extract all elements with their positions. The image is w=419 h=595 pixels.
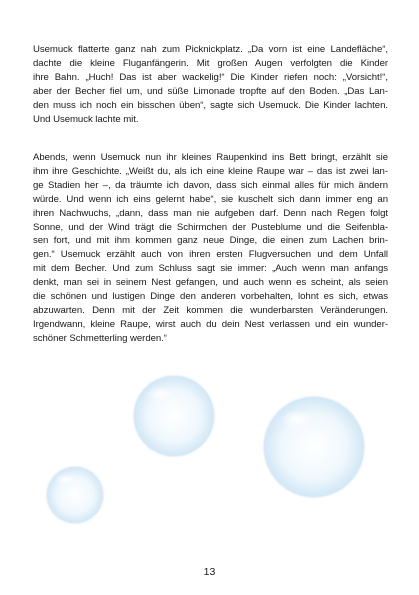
text-line: ihm ihre Geschichte. „Weißt du, als ich eine kleine Raupe war – das ist zwei lan- <box>33 165 388 177</box>
page-number: 13 <box>203 566 216 578</box>
paragraph-evening-story <box>33 151 388 346</box>
text-line: schöner Schmetterling werden.“ <box>33 332 167 344</box>
soap-bubble-illustration <box>134 376 214 456</box>
text-line: mit dem Becher. Und zum Schluss sagt sie immer: „Auch wenn man anfangs <box>33 263 388 275</box>
text-line: aber der Becher fiel um, und süße Limonade tropfte auf den Boden. „Das Lan- <box>33 85 388 97</box>
paragraph-picnic <box>33 43 388 126</box>
text-line: denkt, man sei in seinem Nest gefangen, und auch wenn es scheint, als seien <box>33 277 388 289</box>
text-line: gen.“ Usemuck erzählt auch von ihren ersten Flugversuchen und dem Unfall <box>33 249 388 261</box>
text-line: Irgendwann, kleine Raupe, wirst auch du dein Nest verlassen und ein wunder- <box>33 318 388 330</box>
text-line: ihren Nachwuchs, „dann, dass man nie aufgeben darf. Denn nach Regen folgt <box>33 207 388 219</box>
text-line: dachte die kleine Fluganfängerin. Mit großen Augen verfolgten die Kinder <box>33 57 388 69</box>
text-line: Usemuck flatterte ganz nah zum Picknickplatz. „Da vorn ist eine Landefläche“, <box>33 44 388 55</box>
text-line: sen fort, und mit ihm kommen ganz neue Dinge, die einen zum Lachen brin- <box>33 235 388 247</box>
text-line: die schönen und lustigen Dinge den anderen vorbehalten, lohnt es sich, etwas <box>33 291 388 303</box>
text-line: ihre Bahn. „Huch! Das ist aber wackelig!“ Die Kinder riefen noch: „Vorsicht!“, <box>33 71 388 83</box>
text-line: abzuwarten. Denn mit der Zeit kommen die wunderbarsten Veränderungen. <box>33 304 388 316</box>
text-line: Abends, wenn Usemuck nun ihr kleines Raupenkind ins Bett bringt, erzählt sie <box>33 152 388 163</box>
soap-bubble-illustration <box>47 467 103 523</box>
text-line: Und Usemuck lachte mit. <box>33 113 139 125</box>
text-line: den muss ich noch ein bisschen üben“, sagte sich Usemuck. Die Kinder lachten. <box>33 99 388 111</box>
text-line: ge Stadien her –, da träumte ich davon, dass sich einmal alles für mich ändern <box>33 179 388 191</box>
text-line: Sonne, und der Wind trägt die Schirmchen der Pusteblume und die Seifenbla- <box>33 221 388 233</box>
soap-bubble-illustration <box>264 397 364 497</box>
text-line: würde. Und wenn ich eins gelernt habe“, sie kuschelt sich dann immer eng an <box>33 193 388 205</box>
